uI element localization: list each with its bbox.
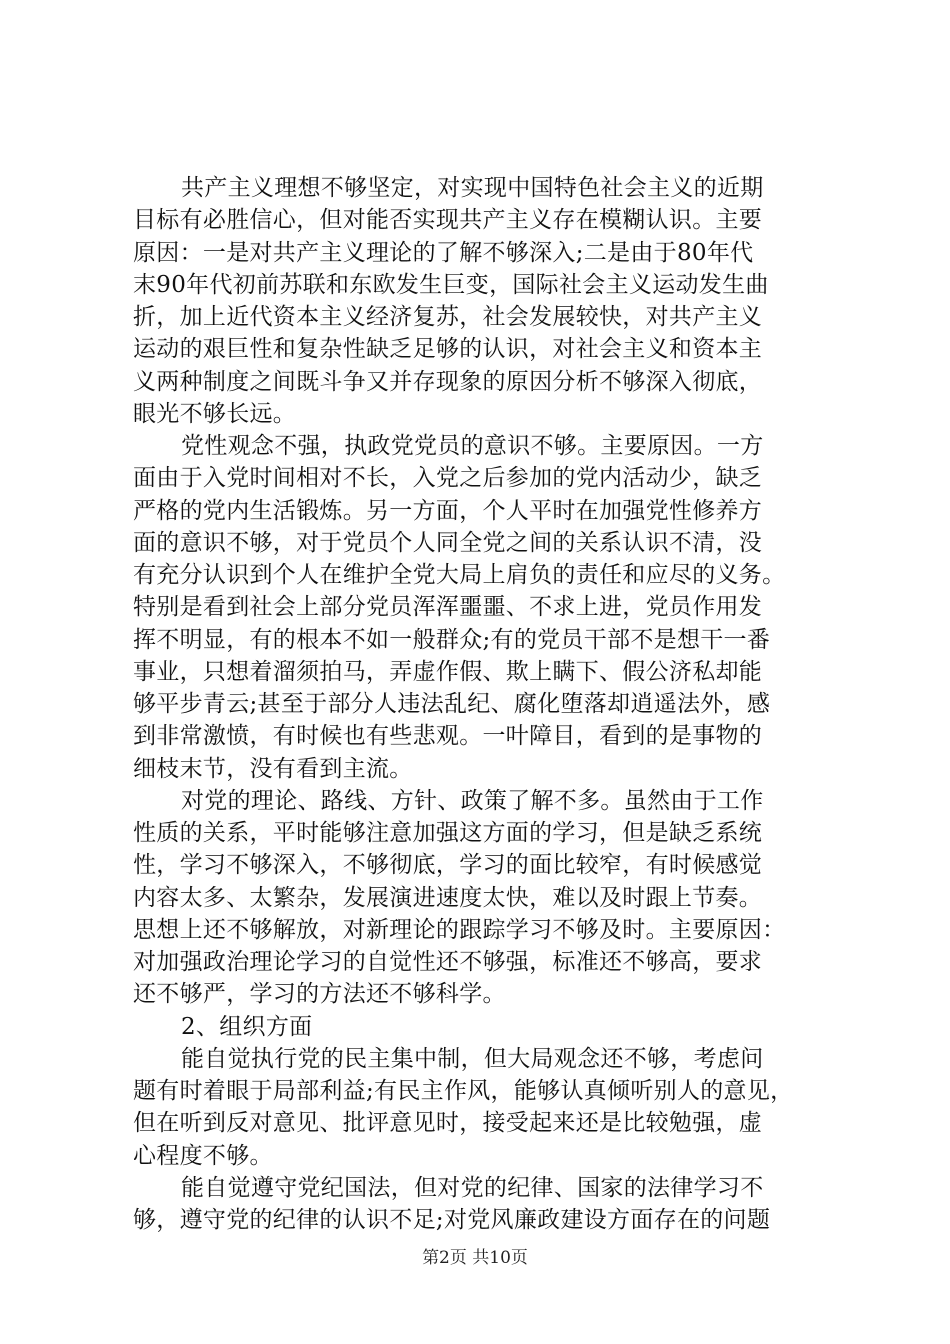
paragraph-line: 末90年代初前苏联和东欧发生巨变，国际社会主义运动发生曲: [133, 271, 769, 298]
paragraph-line: 还不够严，学习的方法还不够科学。: [133, 981, 506, 1008]
paragraph-line: 性，学习不够深入，不够彻底，学习的面比较窄，有时候感觉: [133, 852, 763, 879]
paragraph-line: 严格的党内生活锻炼。另一方面，个人平时在加强党性修养方: [133, 497, 763, 524]
paragraph-line: 心程度不够。: [133, 1142, 273, 1169]
paragraph-line: 思想上还不够解放，对新理论的跟踪学习不够及时。主要原因：: [133, 916, 786, 943]
paragraph-line: 眼光不够长远。: [133, 400, 297, 427]
paragraph-line: 对加强政治理论学习的自觉性还不够强，标准还不够高，要求: [133, 949, 763, 975]
paragraph-line: 细枝末节，没有看到主流。: [133, 755, 413, 782]
paragraph-line: 够平步青云;甚至于部分人违法乱纪、腐化堕落却逍遥法外，感: [133, 691, 771, 717]
paragraph-line: 能自觉遵守党纪国法，但对党的纪律、国家的法律学习不: [181, 1174, 764, 1201]
paragraph-line: 面的意识不够，对于党员个人同全党之间的关系认识不清，没: [133, 529, 763, 556]
paragraph-line: 目标有必胜信心，但对能否实现共产主义存在模糊认识。主要: [133, 207, 763, 234]
document-body: [133, 172, 828, 1236]
paragraph-line: 内容太多、太繁杂，发展演进速度太快，难以及时跟上节奏。: [133, 884, 763, 911]
paragraph-line: 能自觉执行党的民主集中制，但大局观念还不够，考虑问: [181, 1045, 764, 1072]
paragraph-line: 义两种制度之间既斗争又并存现象的原因分析不够深入彻底，: [133, 368, 763, 395]
paragraph-line: 但在听到反对意见、批评意见时，接受起来还是比较勉强，虚: [133, 1110, 763, 1137]
paragraph-line: 特别是看到社会上部分党员浑浑噩噩、不求上进，党员作用发: [133, 594, 763, 621]
paragraph-line: 事业，只想着溜须拍马，弄虚作假、欺上瞒下、假公济私却能: [133, 658, 763, 685]
paragraph-line: 原因：一是对共产主义理论的了解不够深入;二是由于80年代: [133, 239, 754, 266]
paragraph-line: 性质的关系，平时能够注意加强这方面的学习，但是缺乏系统: [133, 820, 763, 846]
section-heading: 2、组织方面: [181, 1013, 313, 1040]
page-number-footer: 第2页 共10页: [422, 1248, 528, 1268]
paragraph-line: 挥不明显，有的根本不如一般群众;有的党员干部不是想干一番: [133, 626, 771, 653]
paragraph-line: 有充分认识到个人在维护全党大局上肩负的责任和应尽的义务。: [133, 562, 786, 588]
paragraph-line: 到非常激愤，有时候也有些悲观。一叶障目，看到的是事物的: [133, 723, 763, 750]
paragraph-line: 运动的艰巨性和复杂性缺乏足够的认识，对社会主义和资本主: [133, 336, 763, 363]
paragraph-line: 对党的理论、路线、方针、政策了解不多。虽然由于工作: [181, 787, 764, 814]
paragraph-line: 共产主义理想不够坚定，对实现中国特色社会主义的近期: [181, 175, 764, 201]
paragraph-line: 够，遵守党的纪律的认识不足;对党风廉政建设方面存在的问题: [133, 1207, 771, 1233]
paragraph-line: 折，加上近代资本主义经济复苏，社会发展较快，对共产主义: [133, 304, 763, 330]
paragraph-line: 题有时着眼于局部利益;有民主作风，能够认真倾听别人的意见，: [133, 1078, 794, 1104]
paragraph-line: 党性观念不强，执政党党员的意识不够。主要原因。一方: [181, 433, 764, 459]
paragraph-line: 面由于入党时间相对不长，入党之后参加的党内活动少，缺乏: [133, 465, 763, 492]
